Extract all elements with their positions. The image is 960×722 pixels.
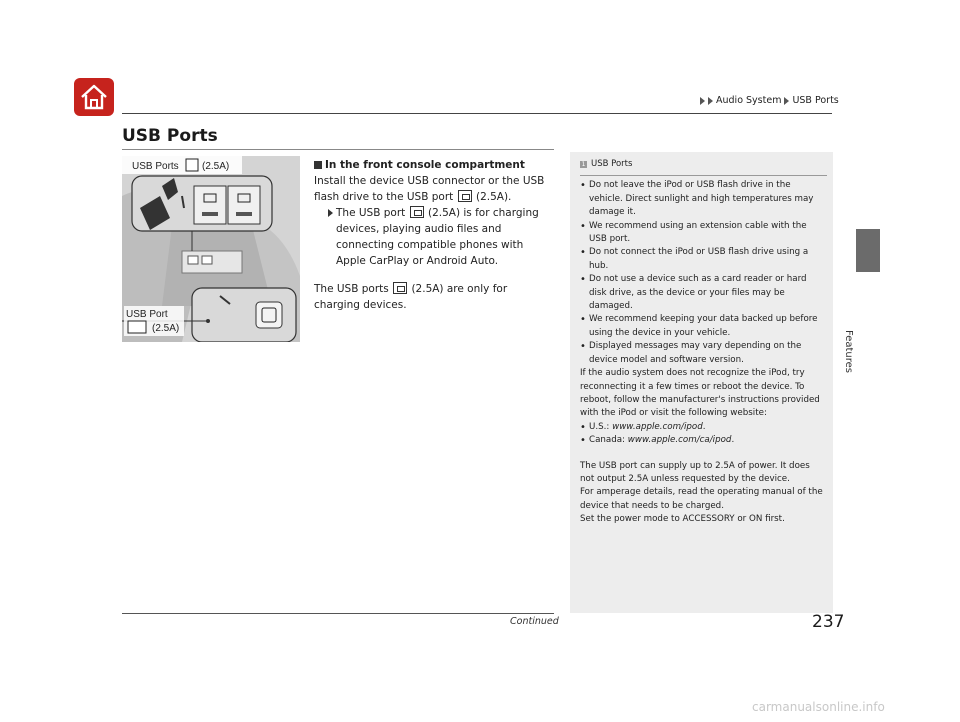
bullet-icon: • <box>580 247 586 259</box>
notes-sidebar <box>570 152 833 613</box>
recognize-paragraph: If the audio system does not recognize the iPod, try reconnecting it a few times or reboot the device. To reboot, follow the manufacturer's instructions provided with the iPod or visit the following website: <box>580 368 820 419</box>
breadcrumb-item-audio-system[interactable]: Audio System <box>716 95 782 106</box>
power-paragraph-3: Set the power mode to ACCESSORY or ON first. <box>580 514 785 525</box>
bullet-icon: • <box>580 435 586 447</box>
figure-label-usb-ports: USB Ports <box>132 161 179 172</box>
usb-charge-icon <box>186 159 198 171</box>
note-marker-icon: 1 <box>581 161 586 169</box>
bullet-icon: • <box>580 421 586 433</box>
list-item: • Canada: www.apple.com/ca/ipod. <box>580 435 735 447</box>
usb-port-note: The USB port (2.5A) is for charging devices, playing audio files and connecting compatible phones with Apple CarPlay or Android Auto. <box>314 205 554 269</box>
website-link-canada[interactable]: www.apple.com/ca/ipod <box>627 435 732 446</box>
breadcrumb-arrow-icon <box>784 97 789 105</box>
usb-charge-icon <box>393 282 407 294</box>
install-instruction: Install the device USB connector or the USB flash drive to the USB port (2.5A). <box>314 175 545 203</box>
breadcrumb-item-usb-ports[interactable]: USB Ports <box>792 95 839 106</box>
continued-label: Continued <box>510 616 559 627</box>
figure-label-usb-ports-rating: (2.5A) <box>202 161 230 172</box>
figure-label-usb-port-rating: (2.5A) <box>152 323 180 334</box>
bullet-icon: • <box>580 180 586 192</box>
charging-only-note: The USB ports (2.5A) are only for charging devices. <box>314 283 508 311</box>
power-paragraph-2: For amperage details, read the operating manual of the device that needs to be charged. <box>580 487 823 511</box>
list-item: • Do not connect the iPod or USB flash drive using a hub. <box>580 246 825 273</box>
title-divider <box>122 149 554 150</box>
main-text <box>314 157 554 313</box>
list-item: • Displayed messages may vary depending on the device model and software version. <box>580 340 825 367</box>
sidebar-divider <box>580 175 827 176</box>
figure-label-usb-port: USB Port <box>126 309 168 320</box>
breadcrumb-arrow-icon <box>700 97 705 105</box>
section-tab-label: Features <box>843 330 854 373</box>
home-button[interactable] <box>74 78 114 116</box>
sidebar-heading: 1 USB Ports <box>581 159 633 169</box>
watermark: carmanualsonline.info <box>752 700 885 714</box>
section-tab-marker[interactable] <box>856 229 880 272</box>
footer-divider <box>122 613 554 614</box>
bullet-icon: • <box>580 314 586 326</box>
console-drawing <box>122 156 300 342</box>
list-item: • Do not leave the iPod or USB flash drive in the vehicle. Direct sunlight and high temperatures may damage it. <box>580 179 825 219</box>
usb-data-icon <box>410 206 424 218</box>
section-heading: In the front console compartment <box>314 157 554 173</box>
breadcrumb-arrow-icon <box>708 97 713 105</box>
list-item: • We recommend keeping your data backed up before using the device in your vehicle. <box>580 313 825 340</box>
square-bullet-icon <box>314 161 322 169</box>
bullet-icon: • <box>580 220 586 232</box>
home-icon <box>79 83 109 111</box>
breadcrumb <box>700 95 839 106</box>
bullet-icon: • <box>580 274 586 286</box>
usb-data-icon <box>128 321 146 333</box>
list-item: • U.S.: www.apple.com/ipod. <box>580 421 706 433</box>
website-link-us[interactable]: www.apple.com/ipod <box>612 421 703 432</box>
console-illustration <box>122 156 300 342</box>
arrow-bullet-icon <box>328 209 333 217</box>
list-item: • Do not use a device such as a card reader or hard disk drive, as the device or your files may be damaged. <box>580 273 825 313</box>
power-paragraph-1: The USB port can supply up to 2.5A of power. It does not output 2.5A unless requested by the device. <box>580 460 810 484</box>
header-divider <box>122 113 832 114</box>
bullet-icon: • <box>580 341 586 353</box>
usb-data-icon <box>458 190 472 202</box>
page-title: USB Ports <box>122 126 218 146</box>
list-item: • We recommend using an extension cable with the USB port. <box>580 220 825 247</box>
page-number: 237 <box>812 612 845 632</box>
